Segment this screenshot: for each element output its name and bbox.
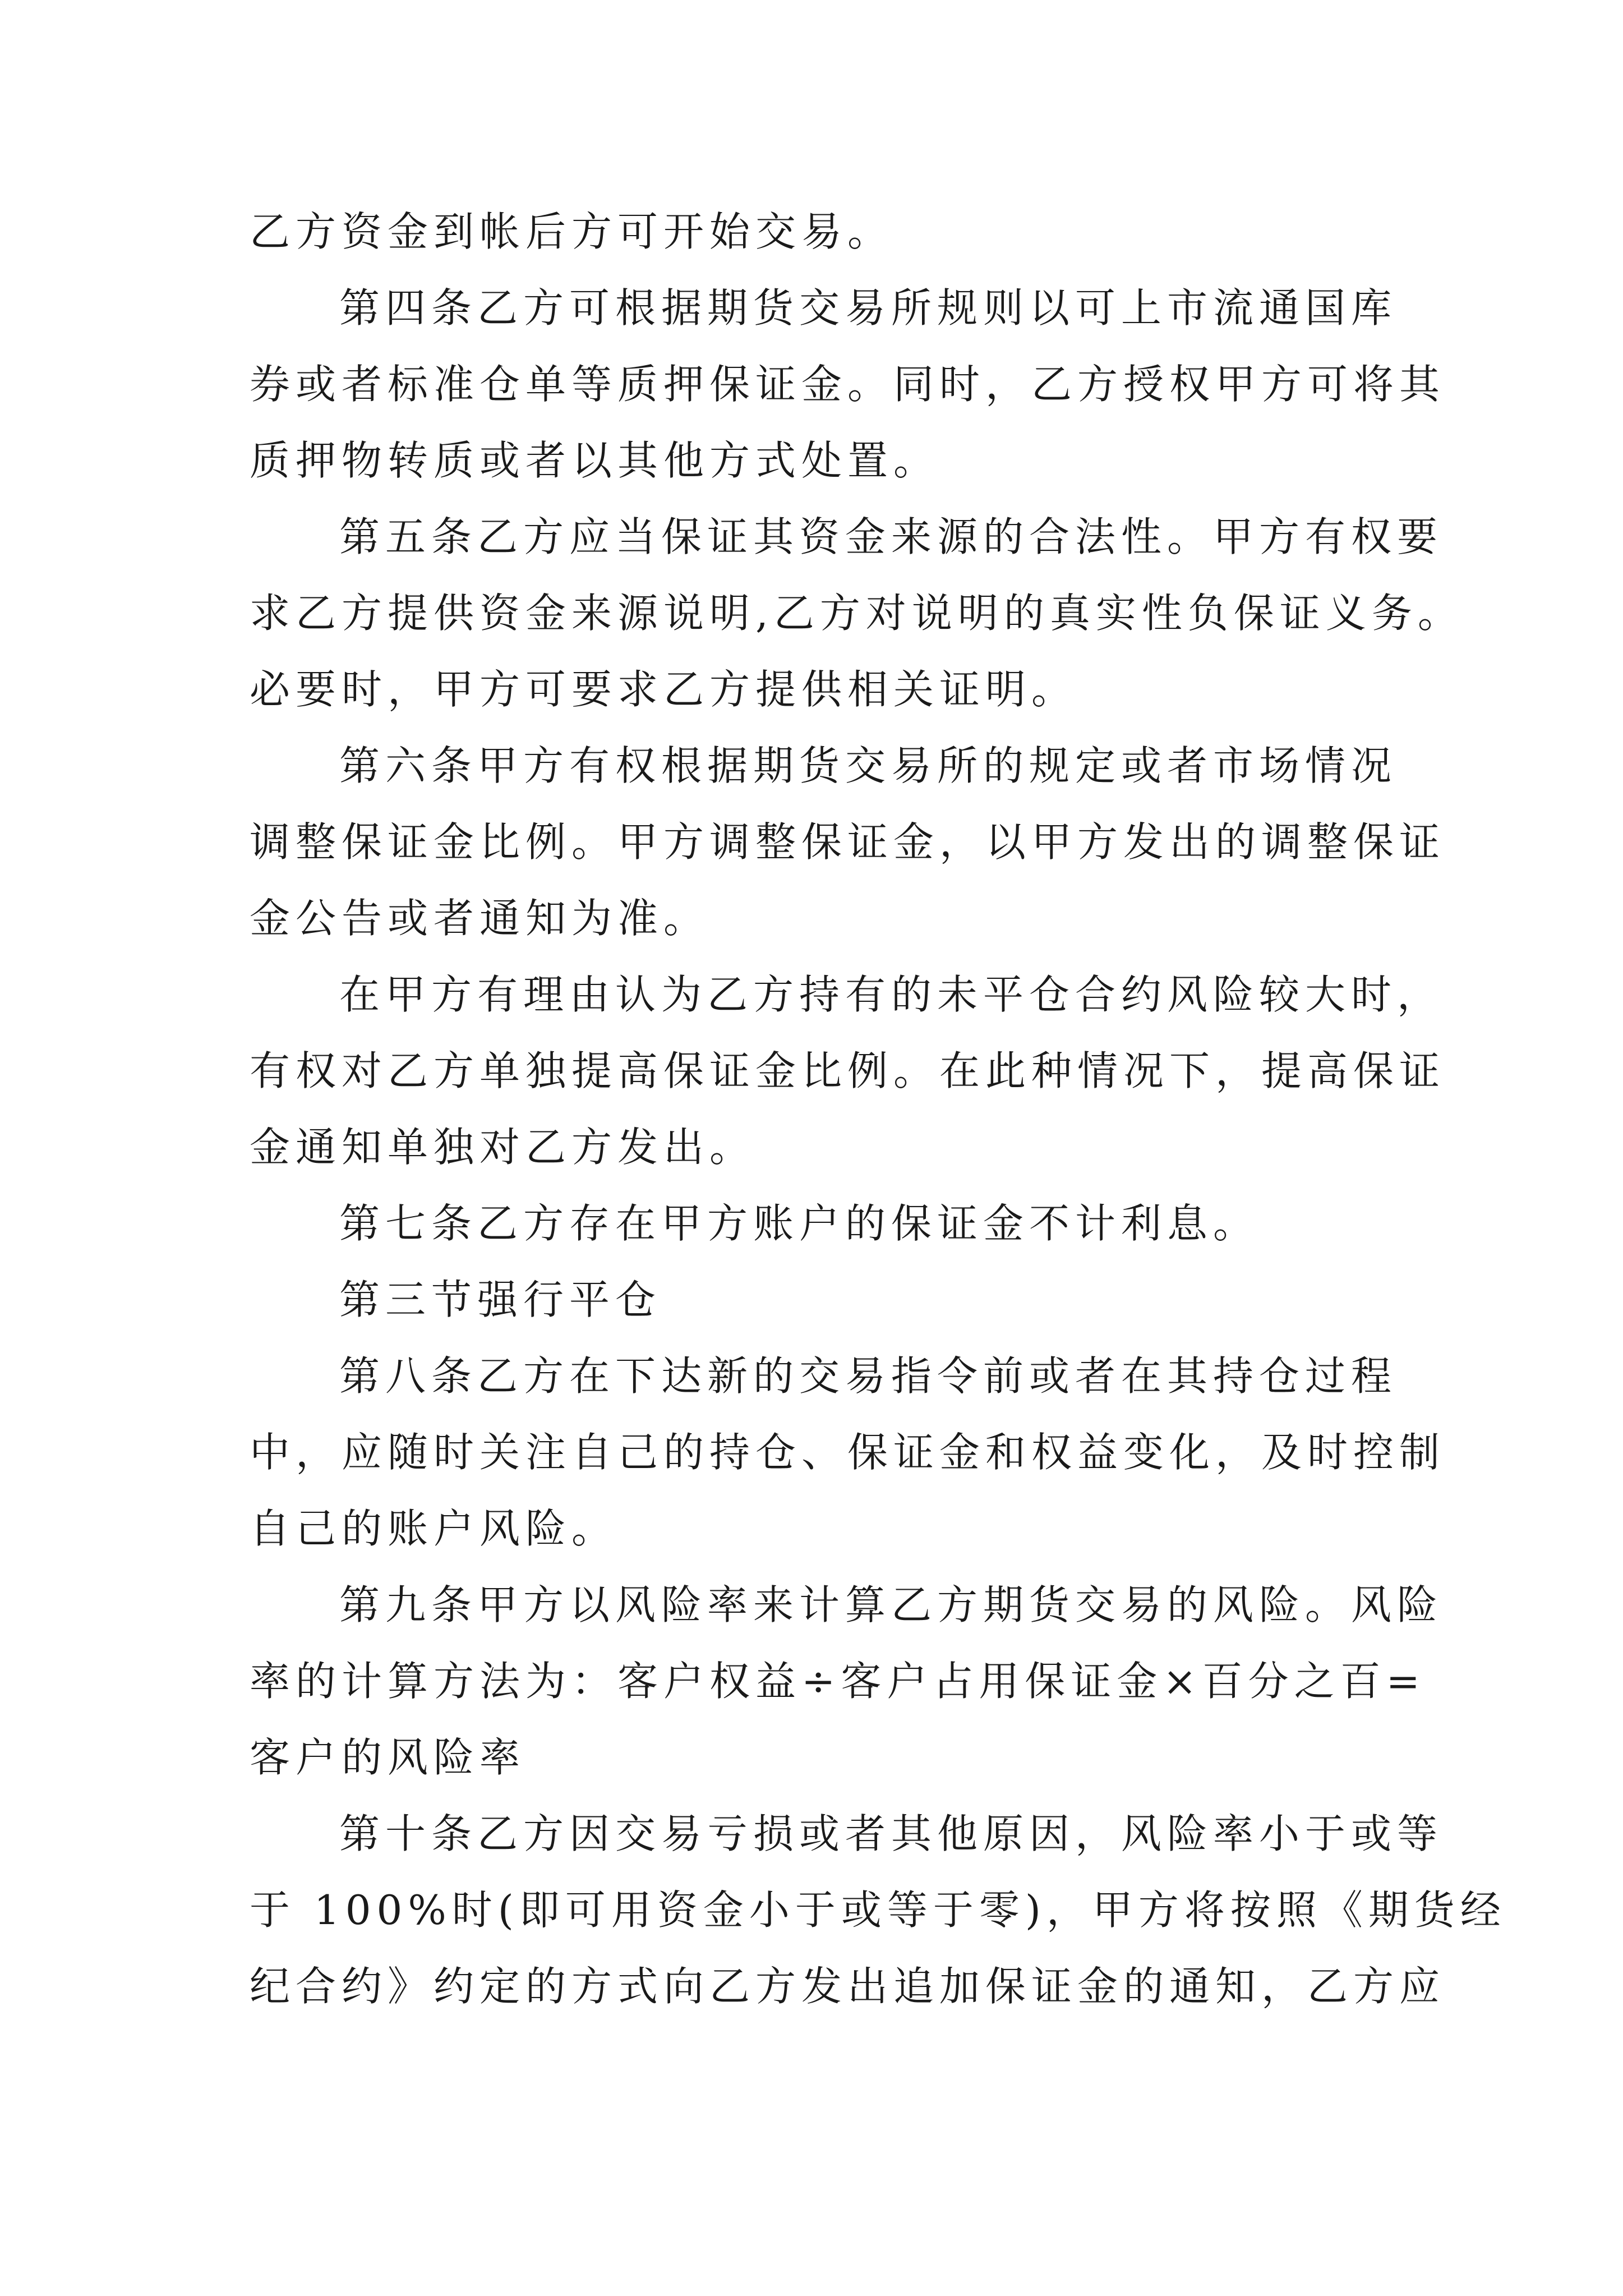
text-line: 自己的账户风险。 (250, 1505, 618, 1552)
text-line: 必要时，甲方可要求乙方提供相关证明。 (250, 666, 1078, 713)
text-line: 调整保证金比例。甲方调整保证金，以甲方发出的调整保证 (250, 818, 1446, 866)
text-line: 纪合约》约定的方式向乙方发出追加保证金的通知，乙方应 (250, 1963, 1446, 2010)
text-line: 第十条乙方因交易亏损或者其他原因，风险率小于或等 (339, 1810, 1444, 1857)
text-line: 第五条乙方应当保证其资金来源的合法性。甲方有权要 (339, 513, 1444, 560)
text-line: 第四条乙方可根据期货交易所规则以可上市流通国库 (339, 284, 1398, 332)
text-line: 金公告或者通知为准。 (250, 895, 710, 942)
text-line: 中，应随时关注自己的持仓、保证金和权益变化，及时控制 (250, 1429, 1446, 1476)
text-line: 乙方资金到帐后方可开始交易。 (250, 208, 894, 255)
text-line: 券或者标准仓单等质押保证金。同时，乙方授权甲方可将其 (250, 361, 1446, 408)
text-line: 率的计算方法为：客户权益÷客户占用保证金×百分之百= (250, 1658, 1426, 1705)
text-line: 在甲方有理由认为乙方持有的未平仓合约风险较大时， (339, 971, 1444, 1018)
text-line: 第三节强行平仓 (339, 1276, 662, 1323)
text-line: 第八条乙方在下达新的交易指令前或者在其持仓过程 (339, 1352, 1398, 1400)
document-body (250, 194, 1506, 2024)
text-line: 金通知单独对乙方发出。 (250, 1124, 756, 1171)
text-line: 第七条乙方存在甲方账户的保证金不计利息。 (339, 1200, 1260, 1247)
text-line: 第六条甲方有权根据期货交易所的规定或者市场情况 (339, 742, 1398, 789)
text-line: 第九条甲方以风险率来计算乙方期货交易的风险。风险 (339, 1581, 1444, 1628)
text-line: 客户的风险率 (250, 1734, 526, 1781)
text-line: 质押物转质或者以其他方式处置。 (250, 437, 940, 484)
text-line: 于 100%时(即可用资金小于或等于零)，甲方将按照《期货经 (250, 1887, 1506, 1934)
text-line: 有权对乙方单独提高保证金比例。在此种情况下，提高保证 (250, 1047, 1446, 1094)
text-line: 求乙方提供资金来源说明,乙方对说明的真实性负保证义务。 (250, 590, 1464, 637)
